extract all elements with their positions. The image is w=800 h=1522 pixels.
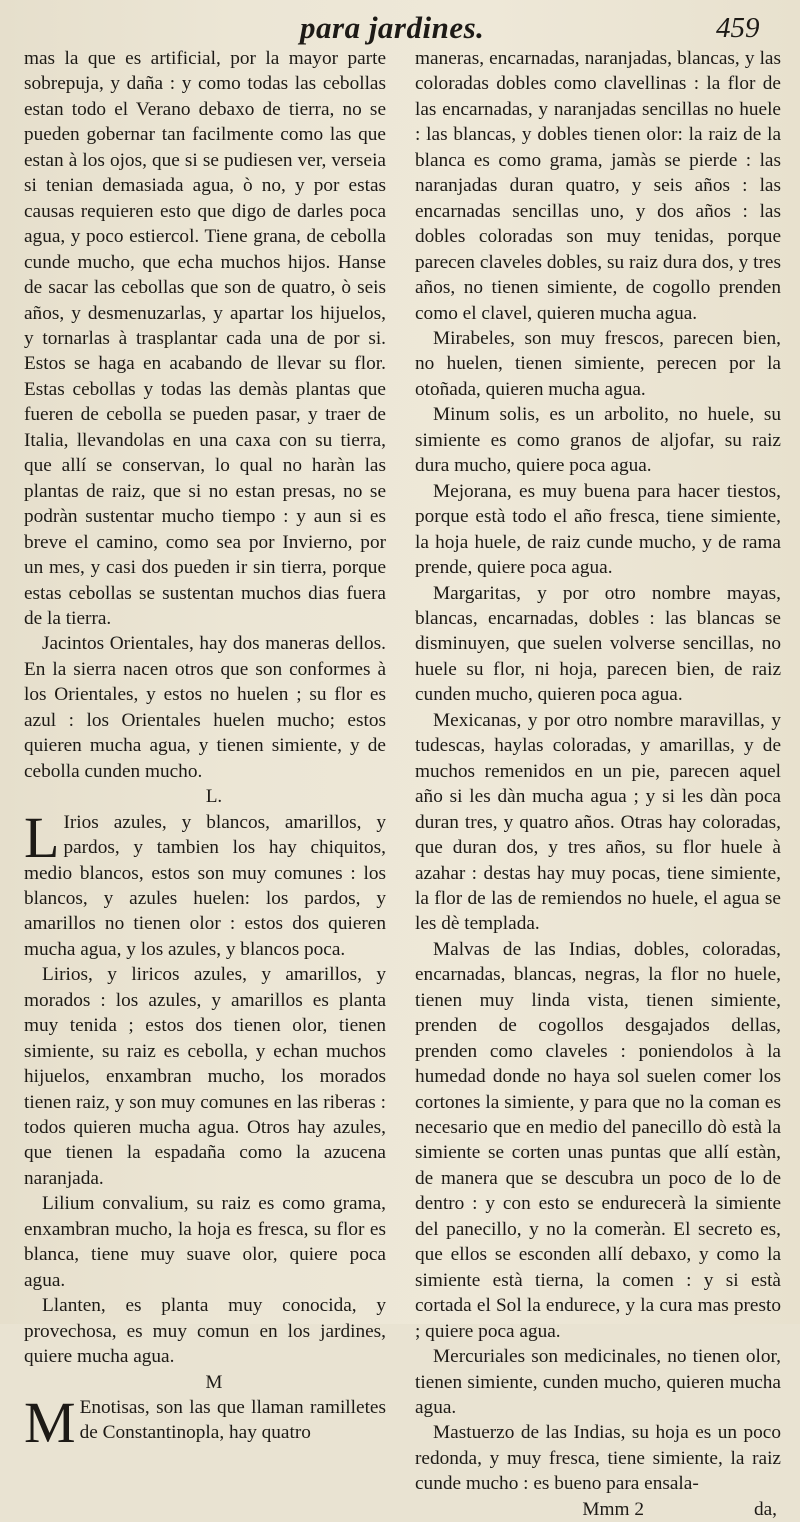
paragraph: Minum solis, es un arbolito, no huele, su simiente es como granos de aljofar, su raiz dura mucho, quiere poca agua. [415,404,781,477]
paragraph: Lirios, y liricos azules, y amarillos, y morados : los azules, y amarillos es planta muy tenida ; estos dos tienen olor, tienen simiente, su raiz es cebolla, y echan muchos hijuelos, enxambran mucho, los morados tienen raiz, y son muy comunes en las riberas : todos quieren mucha agua. Otros hay azules, que tienen la espadaña como la azucena naranjada. [24,964,386,1189]
catchword: da, [753,1498,777,1520]
paragraph: Mejorana, es muy buena para hacer tiestos, porque està todo el año fresca, tiene simiente, la hoja huele, de raiz cunde mucho, y de rama prende, quiere poca agua. [415,480,781,579]
signature-mark: Mmm 2 [582,1498,644,1520]
paragraph: mas la que es artificial, por la mayor parte sobrepuja, y daña : y como todas las cebollas estan todo el Verano debaxo de tierra, no se pueden gobernar tan facilmente como las que estan à los ojos, que si se pudiesen ver, verseia si tenian demasiada agua, ò no, y por estas causas requieren esto que digo de darles poca agua, y poco estiercol. Tiene grana, de cebolla cunde mucho, que echa muchos hijos. Hanse de sacar las cebollas que son de quatro, ò seis años, y desmenuzarlas, y apartar los hijuelos, y tornarlas à trasplantar cada una de por si. Estos se haga en acabando de llevar su flor. Estas cebollas y todas las demàs plantas que fueren de cebolla se pueden pasar, y traer de Italia, llevandolas en una caxa con su tierra, que allí se conservan, lo qual no haràn las plantas de raiz, que si no estan presas, no se podràn sustentar mucho tiempo : y aun si es breve el camino, como sea por Invierno, por un mes, y casi dos pueden ir sin tierra, porque estas cebollas se sustentan muchos dias fuera de la tierra. [24,48,386,629]
paragraph: maneras, encarnadas, naranjadas, blancas, y las coloradas dobles como clavellinas : la flor de las encarnadas, y naranjadas sencillas no huele : las blancas, y dobles tienen olor: la raiz de la blanca es como grama, jamàs se pierde : las naranjadas duran quatro, y seis años : las encarnadas sencillas uno, y dos años : las dobles coloradas son muy tenidas, porque parecen claveles dobles, su raiz dura dos, y tres años, no tienen simiente, de cogollo prenden como el clavel, quieren mucha agua. [415,48,781,324]
paragraph-text: Irios azules, y blancos, amarillos, y pardos, y tambien los hay chiquitos, medio blancos, estos son muy comunes : los blancos, y azules huelen: los pardos, y amarillos no tienen olor : estos dos quieren mucha agua, y los azules, y blancos poca. [24,811,386,960]
drop-cap: L [24,804,60,870]
paragraph: Margaritas, y por otro nombre mayas, blancas, encarnadas, dobles : las blancas se disminuyen, que suelen volverse sencillas, no huele su flor, ni hoja, parecen bien, de raiz cunden mucho, quieren poca agua. [415,582,781,706]
page-footer [415,1497,781,1522]
paragraph: Jacintos Orientales, hay dos maneras dellos. En la sierra nacen otros que son conformes à los Orientales, y estos no huelen ; su flor es azul : los Orientales huelen mucho; estos quieren mucha agua, y tienen simiente, y de cebolla cunden mucho. [24,633,386,782]
paragraph [24,1390,386,1456]
page-number: 459 [716,12,760,44]
left-column [24,46,386,1456]
running-head: para jardines. [300,10,485,45]
paragraph: Mirabeles, son muy frescos, parecen bien, no huelen, tienen simiente, perecen por la otoñada, quieren mucha agua. [415,327,781,400]
paragraph: Llanten, es planta muy conocida, y provechosa, es muy comun en los jardines, quiere mucha agua. [24,1295,386,1368]
paragraph: Mercuriales son medicinales, no tienen olor, tienen simiente, cunden mucho, quieren mucha agua. [415,1346,781,1419]
section-heading: M [205,1371,223,1393]
paragraph: Lilium convalium, su raiz es como grama, enxambran mucho, la hoja es fresca, su flor es blanca, tiene muy suave olor, quiere poca agua. [24,1193,386,1291]
paragraph: Mastuerzo de las Indias, su hoja es un poco redonda, y muy fresca, tiene simiente, la raiz cunde mucho : es bueno para ensala- [415,1422,781,1495]
section-heading: L. [205,786,223,808]
drop-cap: M [24,1390,76,1456]
paragraph: Malvas de las Indias, dobles, coloradas, encarnadas, blancas, negras, la flor no huele, tienen muy linda vista, tienen simiente, prenden de cogollos desgajados dellas, prenden como claveles : poniendolos à la humedad donde no haya sol suelen comer los cortones la simiente, y para que no la coman es necesario que en medio del panecillo dò està la simiente se corten unas puntas que allí estàn, de manera que se descubra un poco de lo de dentro : y con esto se endurecerà la simiente del panecillo, y no la comeràn. El secreto es, que ellos se esconden allí debaxo, y como la simiente està tierna, la comen : y si està cortada el Sol la endurece, y la cura mas presto ; quiere poca agua. [415,938,781,1342]
right-column [415,46,781,1522]
paragraph: Mexicanas, y por otro nombre maravillas, y tudescas, haylas coloradas, y amarillas, y de muchos remenidos en un pie, parecen aquel año si les dàn mucha agua ; y si les dàn poca duran tres, y quatro años. Otras hay coloradas, que duran dos, y tres años, su flor huele à azahar : destas hay muy pocas, tiene simiente, la flor de las de remiendos no huele, el agua se les dè templada. [415,709,781,935]
paragraph-text: Enotisas, son las que llaman ramilletes de Constantinopla, hay quatro [79,1397,386,1444]
paragraph [24,804,386,963]
